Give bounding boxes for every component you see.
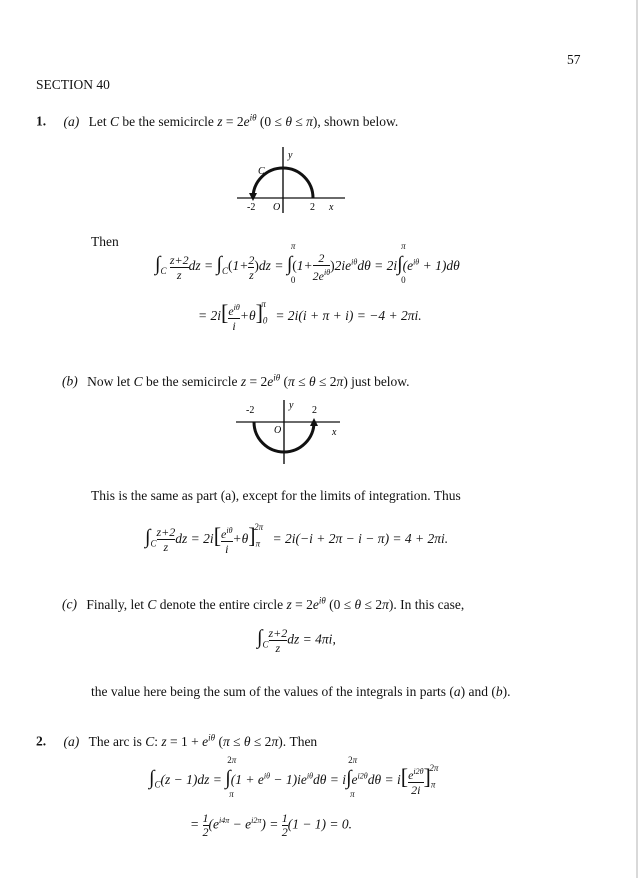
part-b-same-text: This is the same as part (a), except for the limits of integration. Thus xyxy=(91,488,461,503)
problem-1-heading xyxy=(36,112,398,130)
section-heading: SECTION 40 xyxy=(36,77,110,92)
then-text: Then xyxy=(91,234,119,249)
x-axis-label: x xyxy=(329,202,334,213)
tick-neg: -2 xyxy=(246,405,255,416)
part-c-heading: (c) Finally, let C denote the entire circle $z = 2e^{i\theta}$ (0 ≤ θ ≤ 2π). In this case, xyxy=(62,595,465,612)
page-number: 57 xyxy=(567,52,581,67)
tick-origin: O xyxy=(274,425,282,436)
y-axis-label: y xyxy=(289,400,294,411)
part-b-heading: (b) Now let C be the semicircle $z = 2e^{i\theta}$ (π ≤ θ ≤ 2π) just below. xyxy=(62,372,410,389)
equation-1a-line2: = 2i[ $e^{i\theta}$ i $+\theta]_0^\pi = 2i(i + \pi + i) = -4 + 2\pi i$. xyxy=(198,298,422,333)
part-a-text: Let C be the semicircle $z = 2e^{i\theta}$ (0 ≤ θ ≤ π), shown below. xyxy=(88,112,399,129)
upper-semicircle-figure xyxy=(233,143,351,223)
equation-2a-line1: $\int_C(z - 1)dz$ = ∫ 2π π $(1 + e^{i\theta} - 1)ie^{i\theta}d\theta = i\int$ 2π π $e^{i2\theta}d\theta = i$[ $\frac{e^{i2\theta}}{2i}$ ]$_\pi^{2\pi}$ xyxy=(149,755,439,799)
equation-1b: $\int_C$ $\frac{z+2}{z}$ dz = 2i[ $e^{i\theta}$ i $+\theta]_\pi^{2\pi} = 2i(-i + 2\pi - i - \pi) = 4 + 2\pi i$. xyxy=(145,521,449,556)
problem-number: 1. xyxy=(36,113,47,129)
equation-1a-line1: $\int_C$ $\frac{z+2}{z}$ dz = $\int_C(1+$ $\frac{2}{z}$ )dz = ∫ π 0 (1+ 2 $2e^{i\theta}$ )$2ie^{i\theta}d\theta = 2i\int$ π 0 $(e^{i\theta} + 1)d\theta$ xyxy=(155,241,460,286)
lower-semicircle-figure xyxy=(232,398,344,474)
part-c-conclusion: the value here being the sum of the values of the integrals in parts (a) and (b). xyxy=(91,684,511,699)
curve-label: C xyxy=(258,166,265,177)
part-a-label: (a) xyxy=(63,113,80,129)
tick-pos: 2 xyxy=(310,202,315,213)
arrow-head xyxy=(249,193,257,201)
y-axis-label: y xyxy=(288,150,293,161)
tick-origin: O xyxy=(273,202,281,213)
problem-2-heading: 2. (a) The arc is C: $z = 1 + e^{i\theta}$ (π ≤ θ ≤ 2π). Then xyxy=(36,732,318,749)
x-axis-label: x xyxy=(332,427,337,438)
tick-pos: 2 xyxy=(312,405,317,416)
tick-neg: -2 xyxy=(247,202,256,213)
equation-1c: $\int_C$ $\frac{z+2}{z}$ dz = 4πi, xyxy=(257,626,336,655)
equation-2a-line2: = $\frac{1}{2}$ $(e^{i4\pi} - e^{i2\pi})$ = $\frac{1}{2}$ (1 − 1) = 0. xyxy=(190,811,353,839)
